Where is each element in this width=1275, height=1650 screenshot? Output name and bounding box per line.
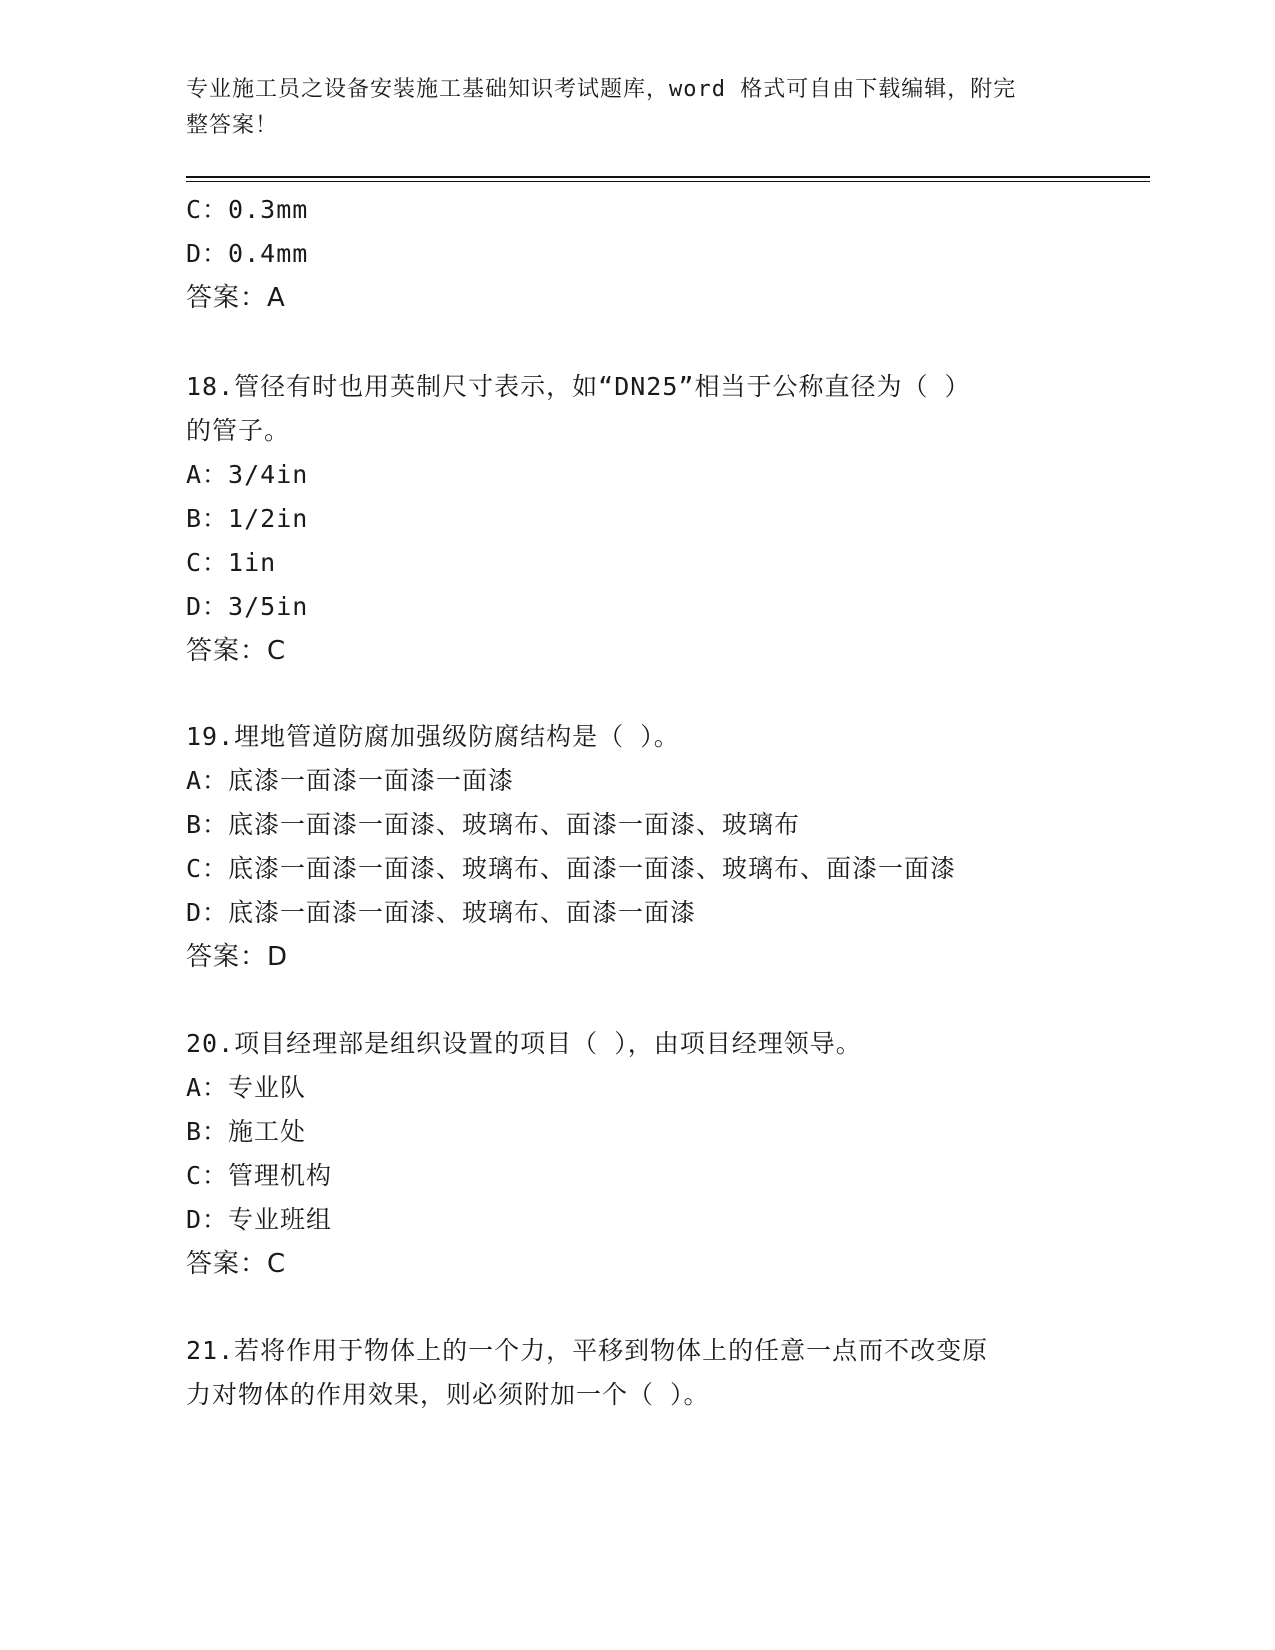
q20-stem-line-1: 20.项目经理部是组织设置的项目（ ），由项目经理领导。 xyxy=(186,1029,862,1058)
q18-option-c: C：1in xyxy=(186,548,277,577)
q19-option-d: D：底漆一面漆一面漆、玻璃布、面漆一面漆 xyxy=(186,898,697,927)
q20-option-d: D：专业班组 xyxy=(186,1205,333,1234)
q19-option-c: C：底漆一面漆一面漆、玻璃布、面漆一面漆、玻璃布、面漆一面漆 xyxy=(186,854,957,883)
prev-answer: 答案：A xyxy=(186,283,286,313)
header-divider-top xyxy=(186,176,1150,178)
q19-option-a: A：底漆一面漆一面漆一面漆 xyxy=(186,766,515,795)
q21-stem-line-1: 21.若将作用于物体上的一个力，平移到物体上的任意一点而不改变原 xyxy=(186,1336,989,1365)
q20-option-b: B：施工处 xyxy=(186,1117,307,1146)
prev-option-c: C：0.3mm xyxy=(186,195,309,224)
q18-answer: 答案：C xyxy=(186,636,287,666)
q18-option-a: A：3/4in xyxy=(186,460,309,489)
q19-answer: 答案：D xyxy=(186,942,289,972)
document-header xyxy=(186,72,1066,144)
header-divider-bottom xyxy=(186,181,1150,182)
header-title-line-2: 整答案！ xyxy=(186,113,279,138)
q18-stem-line-1: 18.管径有时也用英制尺寸表示，如“DN25”相当于公称直径为（ ） xyxy=(186,372,971,401)
q19-stem-line-1: 19.埋地管道防腐加强级防腐结构是（ ）。 xyxy=(186,722,680,751)
q18-option-d: D：3/5in xyxy=(186,592,309,621)
q20-option-c: C：管理机构 xyxy=(186,1161,333,1190)
q20-option-a: A：专业队 xyxy=(186,1073,307,1102)
q21-stem-line-2: 力对物体的作用效果，则必须附加一个（ ）。 xyxy=(186,1380,710,1409)
header-title-line-1: 专业施工员之设备安装施工基础知识考试题库，word 格式可自由下载编辑，附完 xyxy=(186,77,1017,102)
prev-option-d: D：0.4mm xyxy=(186,239,309,268)
q18-stem-line-2: 的管子。 xyxy=(186,416,291,445)
q18-option-b: B：1/2in xyxy=(186,504,309,533)
q19-option-b: B：底漆一面漆一面漆、玻璃布、面漆一面漆、玻璃布 xyxy=(186,810,801,839)
q20-answer: 答案：C xyxy=(186,1249,287,1279)
